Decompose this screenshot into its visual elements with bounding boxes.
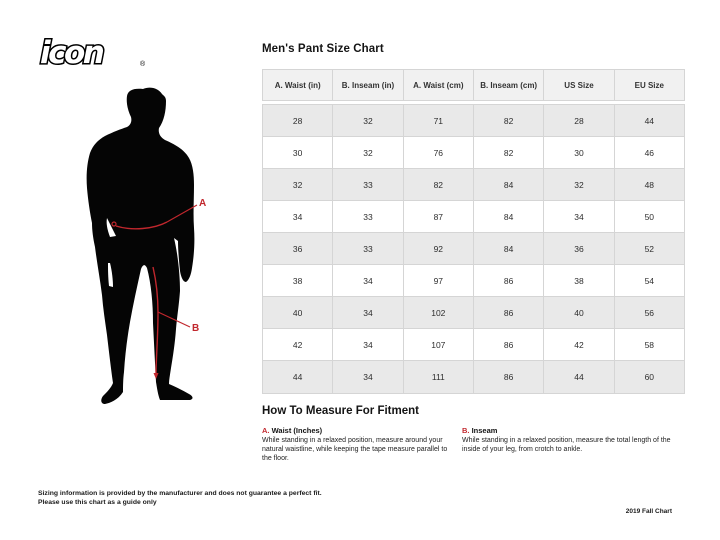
howto-inseam-body: While standing in a relaxed position, measure the total length of the inside of your leg, from crotch to ankle. xyxy=(462,437,671,454)
size-chart-title: Men's Pant Size Chart xyxy=(262,43,384,55)
table-cell: 32 xyxy=(333,137,403,168)
table-cell: 82 xyxy=(474,105,544,136)
size-table-body xyxy=(262,104,685,394)
table-cell: 40 xyxy=(263,297,333,328)
table-cell: 33 xyxy=(333,233,403,264)
table-cell: 84 xyxy=(474,169,544,200)
table-cell: 33 xyxy=(333,201,403,232)
table-cell: 82 xyxy=(474,137,544,168)
howto-waist-prefix: A. xyxy=(262,426,270,435)
table-cell: 44 xyxy=(544,361,614,393)
table-header-cell: A. Waist (cm) xyxy=(404,70,474,100)
table-cell: 56 xyxy=(644,307,655,318)
table-cell: 60 xyxy=(644,372,655,382)
table-header-cell: US Size xyxy=(544,70,614,100)
table-cell: 46 xyxy=(644,147,655,158)
table-cell: 84 xyxy=(474,201,544,232)
table-header-cell: EU Size xyxy=(634,80,664,90)
howto-section-inseam xyxy=(462,426,686,454)
table-cell: 58 xyxy=(644,339,655,350)
howto-inseam-heading-text: Inseam xyxy=(471,426,498,435)
table-cell: 36 xyxy=(263,233,333,264)
table-cell: 34 xyxy=(544,201,614,232)
table-cell: 86 xyxy=(474,329,544,360)
table-cell: 34 xyxy=(333,329,403,360)
table-header-cell: B. Inseam (in) xyxy=(333,70,403,100)
table-cell: 38 xyxy=(263,265,333,296)
howto-inseam-prefix: B. xyxy=(462,426,470,435)
body-silhouette xyxy=(87,88,195,404)
table-row xyxy=(263,105,684,137)
measurement-figure xyxy=(60,75,240,415)
table-cell: 30 xyxy=(544,137,614,168)
table-cell: 34 xyxy=(333,297,403,328)
table-cell: 97 xyxy=(404,265,474,296)
chart-edition: 2019 Fall Chart xyxy=(625,508,672,515)
table-cell: 32 xyxy=(263,169,333,200)
disclaimer-line-2: Please use this chart as a guide only xyxy=(38,499,157,507)
table-row xyxy=(263,265,684,297)
table-cell: 48 xyxy=(644,179,655,190)
table-cell: 28 xyxy=(544,105,614,136)
table-cell: 84 xyxy=(474,233,544,264)
logo-text: icon xyxy=(40,35,103,71)
table-row xyxy=(263,329,684,361)
table-cell: 111 xyxy=(404,361,474,393)
disclaimer-line-1: Sizing information is provided by the manufacturer and does not guarantee a perfect fit. xyxy=(38,490,322,497)
table-cell: 32 xyxy=(544,169,614,200)
table-cell: 86 xyxy=(474,265,544,296)
table-cell: 40 xyxy=(544,297,614,328)
table-row xyxy=(263,361,684,393)
howto-inseam-heading xyxy=(462,426,686,435)
table-row xyxy=(263,169,684,201)
table-cell: 86 xyxy=(474,297,544,328)
table-cell: 44 xyxy=(263,361,333,393)
table-cell: 33 xyxy=(333,169,403,200)
table-row xyxy=(263,201,684,233)
table-cell: 102 xyxy=(404,297,474,328)
table-row xyxy=(263,297,684,329)
inseam-label: B xyxy=(192,323,200,334)
table-cell: 92 xyxy=(404,233,474,264)
howto-waist-heading xyxy=(262,426,458,435)
table-row xyxy=(263,137,684,169)
table-cell: 36 xyxy=(544,233,614,264)
table-cell: 54 xyxy=(644,275,655,286)
table-cell: 50 xyxy=(644,211,655,222)
table-cell: 30 xyxy=(263,137,333,168)
table-cell: 42 xyxy=(263,329,333,360)
size-table-header xyxy=(262,69,685,101)
table-cell: 71 xyxy=(404,105,474,136)
howto-waist-heading-text: Waist (Inches) xyxy=(271,426,323,435)
table-cell: 87 xyxy=(404,201,474,232)
table-cell: 32 xyxy=(333,105,403,136)
table-header-cell: A. Waist (in) xyxy=(263,70,333,100)
howto-title: How To Measure For Fitment xyxy=(262,405,419,417)
table-cell: 52 xyxy=(644,243,655,254)
table-cell: 107 xyxy=(404,329,474,360)
waist-label: A xyxy=(199,198,207,209)
howto-section-waist xyxy=(262,426,458,464)
table-cell: 86 xyxy=(474,361,544,393)
registered-mark: ® xyxy=(140,61,146,68)
table-cell: 28 xyxy=(263,105,333,136)
icon-brand-logo xyxy=(36,30,152,72)
table-cell: 34 xyxy=(263,201,333,232)
table-row xyxy=(263,233,684,265)
sizing-disclaimer xyxy=(38,489,338,507)
table-cell: 76 xyxy=(404,137,474,168)
howto-waist-body: While standing in a relaxed position, measure around your natural waistline, while keeping the tape measure parallel to the floor. xyxy=(262,437,448,463)
table-cell: 34 xyxy=(333,265,403,296)
table-cell: 82 xyxy=(404,169,474,200)
table-cell: 34 xyxy=(333,361,403,393)
table-cell: 38 xyxy=(544,265,614,296)
table-cell: 44 xyxy=(644,115,655,126)
table-header-cell: B. Inseam (cm) xyxy=(474,70,544,100)
table-cell: 42 xyxy=(544,329,614,360)
